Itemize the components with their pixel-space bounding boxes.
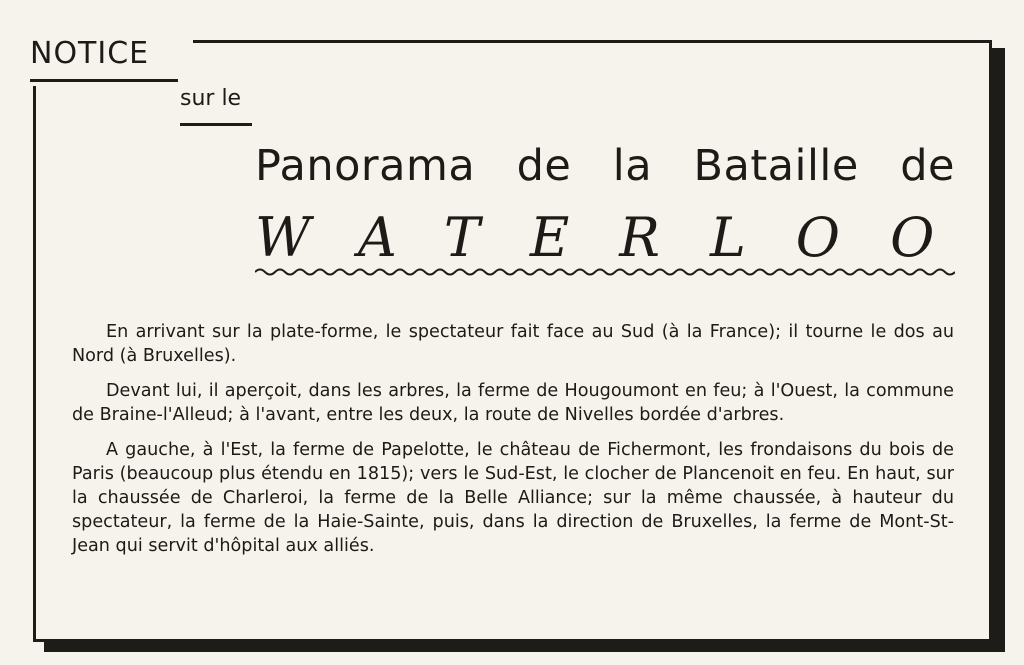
frame-bottom-border bbox=[33, 639, 992, 642]
paragraph-1: En arrivant sur la plate-forme, le spectateur fait face au Sud (à la France); il tourne le dos au Nord (à Bruxelles). bbox=[72, 322, 954, 366]
frame-right-border bbox=[989, 40, 992, 642]
frame-top-border bbox=[193, 40, 991, 43]
title-waterloo: WATERLOO bbox=[255, 206, 985, 269]
wavy-underline bbox=[255, 266, 955, 278]
sur-le-label: sur le bbox=[180, 86, 242, 111]
frame-left-border bbox=[33, 86, 36, 642]
notice-underline bbox=[30, 79, 178, 82]
title-panorama: Panorama de la Bataille de bbox=[255, 141, 955, 191]
notice-body bbox=[72, 320, 954, 569]
sur-le-underline bbox=[180, 123, 252, 126]
paragraph-2: Devant lui, il aperçoit, dans les arbres, la ferme de Hougoumont en feu; à l'Ouest, la commune de Braine-l'Alleud; à l'avant, entre les deux, la route de Nivelles bordée d'arbres. bbox=[72, 381, 954, 425]
frame-shadow-right bbox=[991, 48, 1005, 652]
notice-heading: NOTICE bbox=[30, 36, 150, 71]
paragraph-3: A gauche, à l'Est, la ferme de Papelotte, le château de Fichermont, les frondaisons du bois de Paris (beaucoup plus étendu en 1815); vers le Sud-Est, le clocher de Plancenoit en feu. En haut, sur la chaussée de Charleroi, la ferme de la Belle Alliance; sur la même chaussée, à hauteur du spectateur, la ferme de la Haie-Sainte, puis, dans la direction de Bruxelles, la ferme de Mont-St-Jean qui servit d'hôpital aux alliés. bbox=[72, 440, 954, 556]
